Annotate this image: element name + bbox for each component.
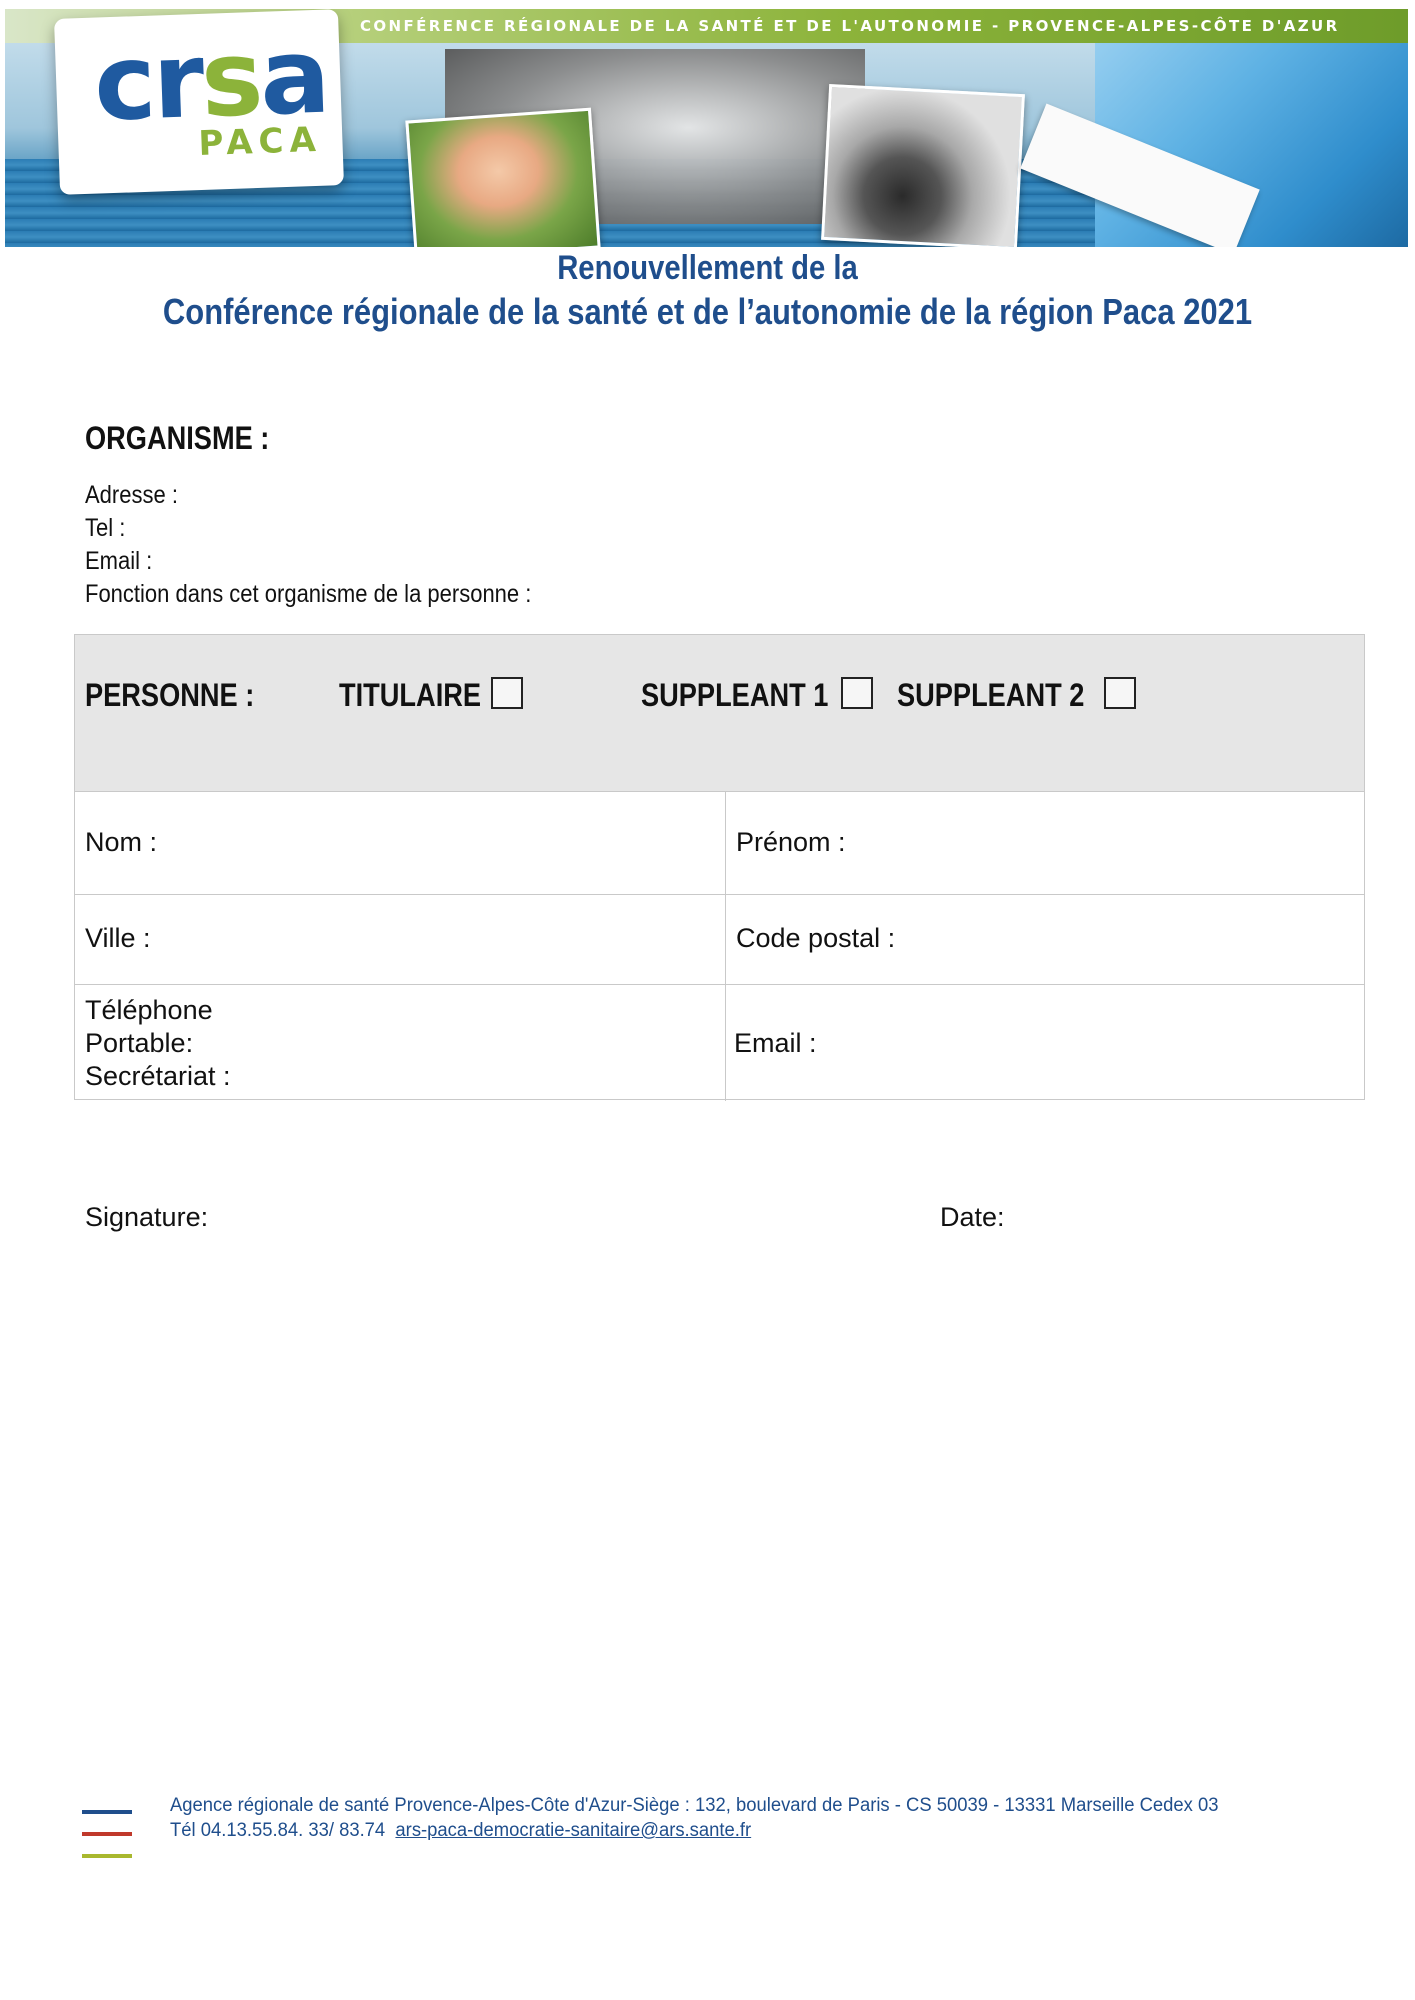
row-divider: [75, 894, 1364, 895]
titulaire-checkbox[interactable]: [491, 677, 523, 709]
page-title-line-1: Renouvellement de la: [557, 249, 858, 287]
logo-wordmark: crsa: [92, 14, 330, 145]
footer-bar-red: [82, 1832, 132, 1836]
crsa-logo: [54, 9, 344, 195]
footer-phone: Tél 04.13.55.84. 33/ 83.74: [170, 1820, 386, 1841]
titulaire-label: TITULAIRE: [339, 677, 482, 713]
organisme-heading: ORGANISME :: [85, 420, 270, 456]
suppleant-2-checkbox[interactable]: [1104, 677, 1136, 709]
suppleant-1-checkbox[interactable]: [841, 677, 873, 709]
adresse-label: Adresse :: [85, 481, 178, 509]
email-field[interactable]: Email :: [734, 1028, 817, 1058]
tel-label: Tel :: [85, 514, 126, 542]
suppleant-1-label: SUPPLEANT 1: [641, 677, 829, 713]
page-title-line-2: Conférence régionale de la santé et de l’autonomie de la région Paca 2021: [162, 291, 1253, 332]
footer-contact: [170, 1820, 751, 1842]
banner-tagline: CONFÉRENCE RÉGIONALE DE LA SANTÉ ET DE L'AUTONOMIE - PROVENCE-ALPES-CÔTE D'AZUR: [360, 17, 1340, 35]
ville-field[interactable]: Ville :: [85, 923, 151, 953]
email-label: Email :: [85, 547, 153, 575]
prenom-field[interactable]: Prénom :: [736, 827, 846, 857]
portable-field[interactable]: Portable:: [85, 1028, 194, 1058]
signature-field[interactable]: Signature:: [85, 1202, 209, 1232]
column-divider: [725, 792, 726, 1101]
personne-label: PERSONNE :: [85, 677, 255, 713]
person-type-header: [75, 635, 1364, 792]
telephone-label: Téléphone: [85, 995, 213, 1025]
baby-photo: [405, 108, 600, 247]
footer-email-link[interactable]: ars-paca-democratie-sanitaire@ars.sante.fr: [395, 1820, 752, 1841]
header-banner: [5, 9, 1408, 247]
suppleant-2-label: SUPPLEANT 2: [897, 677, 1085, 713]
footer-bar-green: [82, 1854, 132, 1858]
footer-bar-blue: [82, 1810, 132, 1814]
fonction-label: Fonction dans cet organisme de la personne :: [85, 580, 532, 608]
nom-field[interactable]: Nom :: [85, 827, 158, 857]
date-field[interactable]: Date:: [940, 1202, 1005, 1232]
code-postal-field[interactable]: Code postal :: [736, 923, 896, 953]
wheelchair-photo: [821, 84, 1025, 247]
secretariat-field[interactable]: Secrétariat :: [85, 1061, 231, 1091]
row-divider: [75, 984, 1364, 985]
logo-paca-text: PACA: [197, 119, 323, 165]
footer-address: Agence régionale de santé Provence-Alpes-Côte d'Azur-Siège : 132, boulevard de Paris - CS 50039 - 13331 Marseille Cedex 03: [170, 1795, 1219, 1816]
person-form-table: [74, 634, 1365, 1100]
